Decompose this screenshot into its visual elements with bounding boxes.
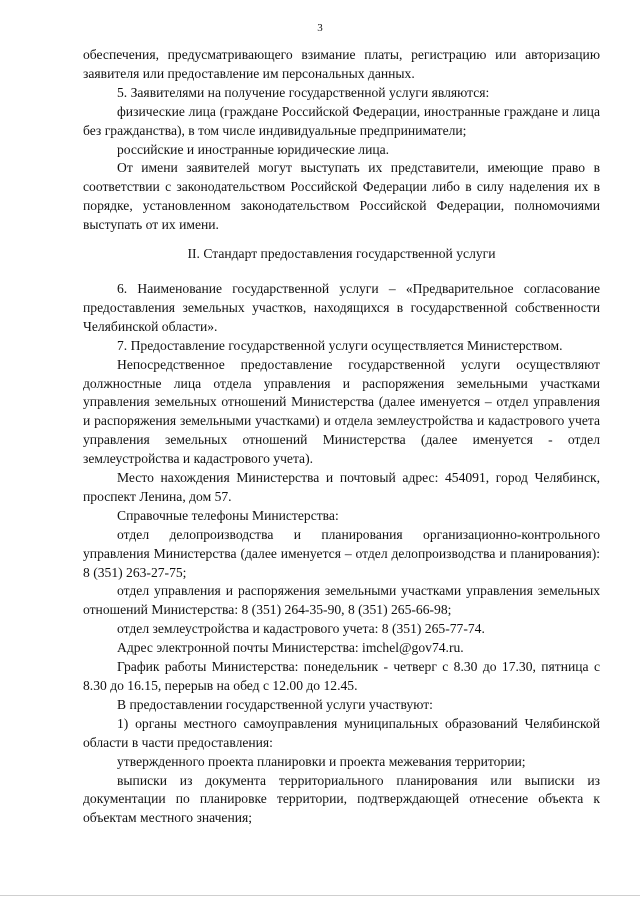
- paragraph: выписки из документа территориального планирования или выписки из документации по планировке территории, подтверждающей отнесение объекта к объектам местного значения;: [83, 772, 600, 826]
- paragraphs-top: [83, 46, 600, 235]
- paragraph: Адрес электронной почты Министерства: imchel@gov74.ru.: [117, 640, 464, 656]
- paragraph: График работы Министерства: понедельник - четверг с 8.30 до 17.30, пятница с 8.30 до 16.15, перерыв на обед с 12.00 до 12.45.: [83, 659, 600, 693]
- paragraph: обеспечения, предусматривающего взимание платы, регистрацию или авторизацию заявителя или предоставление им персональных данных.: [83, 47, 600, 81]
- paragraph: отдел управления и распоряжения земельными участками управления земельных отношений Министерства: 8 (351) 264-35-90, 8 (351) 265-66-98;: [83, 583, 600, 618]
- paragraph: Место нахождения Министерства и почтовый адрес: 454091, город Челябинск, проспект Ленина, дом 57.: [83, 470, 600, 504]
- paragraph: физические лица (граждане Российской Федерации, иностранные граждане и лица без гражданства), в том числе индивидуальные предприниматели;: [83, 103, 600, 138]
- page-number: 3: [317, 22, 323, 34]
- paragraph: 1) органы местного самоуправления муниципальных образований Челябинской области в части предоставления:: [83, 715, 600, 750]
- paragraph: В предоставлении государственной услуги участвуют:: [117, 696, 433, 712]
- paragraph: Справочные телефоны Министерства:: [117, 507, 339, 523]
- paragraph: российские и иностранные юридические лица.: [117, 141, 390, 157]
- paragraph: 7. Предоставление государственной услуги осуществляется Министерством.: [117, 337, 563, 353]
- paragraph: утвержденного проекта планировки и проекта межевания территории;: [117, 753, 526, 769]
- paragraph: 6. Наименование государственной услуги – «Предварительное согласование предоставления земельных участков, находящихся в государственной собственности Челябинской области».: [83, 280, 600, 334]
- document-body: [83, 46, 600, 828]
- paragraph: От имени заявителей могут выступать их представители, имеющие право в соответствии с законодательством Российской Федерации либо в силу наделения их в порядке, установленном законодательством Российской Федерации, полномочиями выступать от их имени.: [83, 160, 600, 233]
- paragraph: 5. Заявителями на получение государственной услуги являются:: [117, 84, 490, 100]
- paragraphs-bottom: [83, 280, 600, 828]
- paragraph: Непосредственное предоставление государственной услуги осуществляют должностные лица отдела управления и распоряжения земельными участками управления земельных отношений Министерства (далее именуется – отдел управления и распоряжения земельными участками) и отдела землеустройства и кадастрового учета управления земельных отношений Министерства (далее именуется - отдел землеустройства и кадастрового учета).: [83, 356, 600, 467]
- paragraph: отдел делопроизводства и планирования организационно-контрольного управления Министерства (далее именуется – отдел делопроизводства и планирования): 8 (351) 263-27-75;: [83, 526, 600, 580]
- paragraph: отдел землеустройства и кадастрового учета: 8 (351) 265-77-74.: [117, 621, 485, 637]
- page-bottom-edge: [0, 895, 640, 896]
- section-heading: II. Стандарт предоставления государственной услуги: [187, 246, 496, 262]
